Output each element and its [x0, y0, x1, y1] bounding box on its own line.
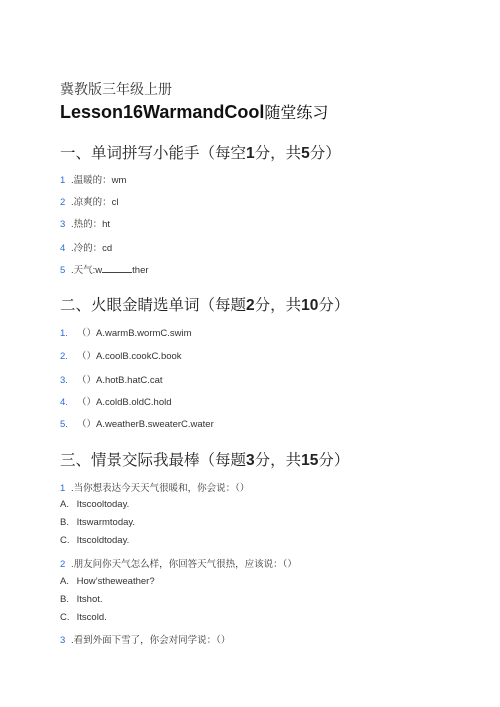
document-title [60, 100, 328, 123]
answer-blank [102, 263, 132, 273]
question: 2 .朋友问你天气怎么样，你回答天气很热，应该说：（） [60, 559, 297, 570]
document-pretitle: 冀教版三年级上册 [60, 81, 172, 97]
title-lesson: Lesson16WarmandCool [60, 102, 265, 122]
list-item: 2 .凉爽的：cl [60, 197, 119, 208]
option: C. Itscoldtoday. [60, 535, 130, 546]
option: A. Itscooltoday. [60, 499, 130, 510]
section-2-heading: 二、火眼金睛选单词（每题2分，共10分） [60, 297, 350, 314]
list-item: 5 .天气:w ther [60, 265, 149, 276]
section-3-heading: 三、情景交际我最棒（每题3分，共15分） [60, 452, 350, 469]
option: C. Itscold. [60, 612, 107, 623]
question: 3 .看到外面下雪了，你会对同学说：（） [60, 635, 231, 646]
option: B. Itswarmtoday. [60, 517, 136, 528]
section-1-heading: 一、单词拼写小能手（每空1分，共5分） [60, 145, 341, 162]
list-item: 1 .温暖的：wm [60, 175, 127, 186]
list-item: 4. （）A.coldB.oldC.hold [60, 397, 172, 408]
list-item: 5. （）A.weatherB.sweaterC.water [60, 419, 214, 430]
option: A. How’stheweather? [60, 576, 155, 587]
title-suffix: 随堂练习 [264, 105, 329, 122]
list-item: 1. （）A.warmB.wormC.swim [60, 328, 192, 339]
list-item: 2. （）A.coolB.cookC.book [60, 351, 182, 362]
option: B. Itshot. [60, 594, 103, 605]
list-item: 3. （）A.hotB.hatC.cat [60, 375, 163, 386]
question: 1 .当你想表达今天天气很暖和，你会说：（） [60, 483, 250, 494]
list-item: 3 .热的：ht [60, 219, 111, 230]
list-item: 4 .冷的：cd [60, 243, 113, 254]
